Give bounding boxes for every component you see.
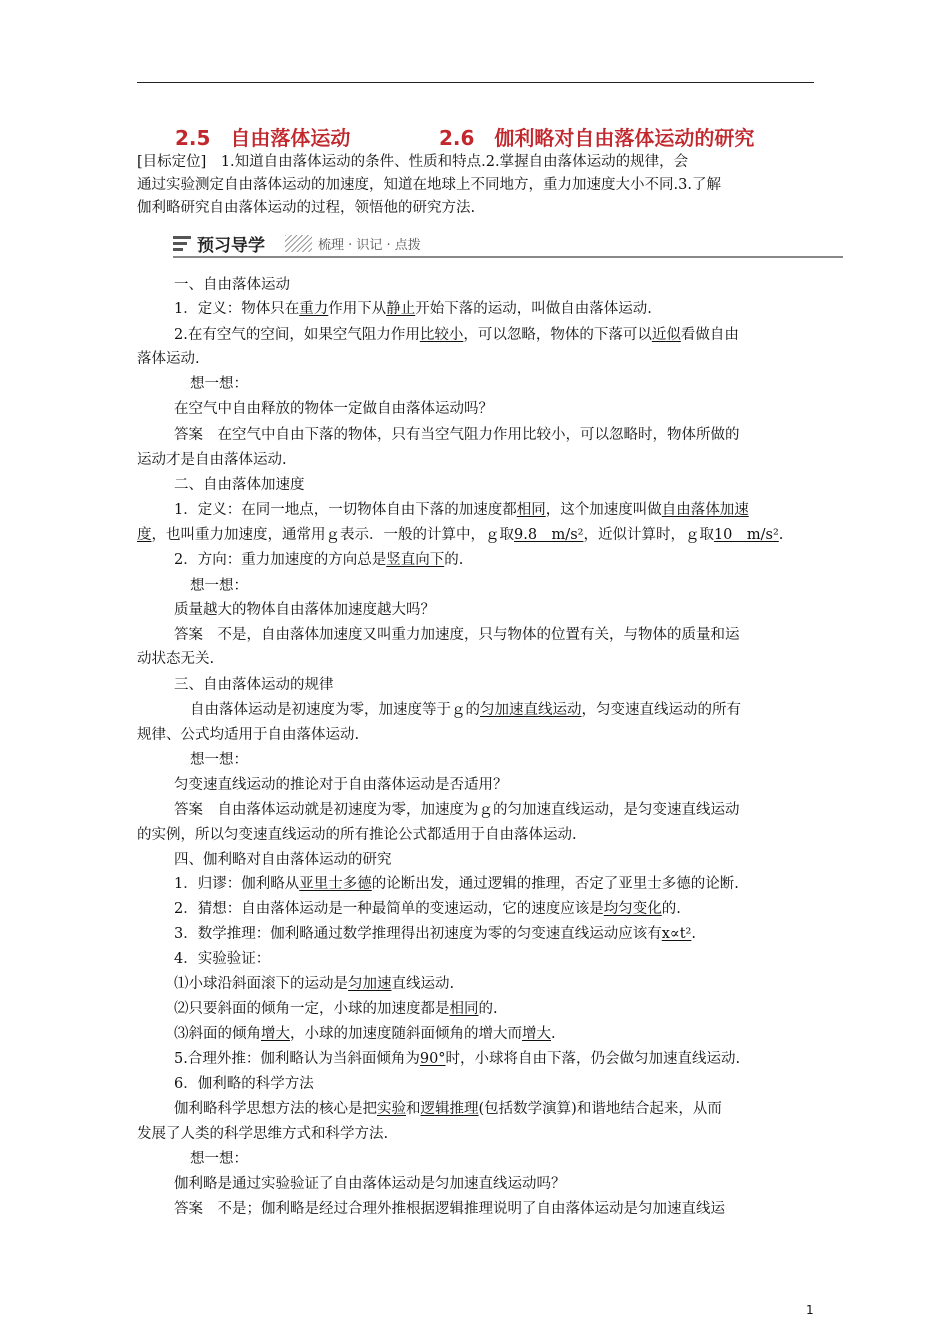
goals-line-2: 通过实验测定自由落体运动的加速度，知道在地球上不同地方，重力加速度大小不同.3.了解 <box>137 177 721 193</box>
s2-line-1: 1．定义：在同一地点，一切物体自由下落的加速度都相同，这个加速度叫做自由落体加速 <box>174 502 749 518</box>
s4-line-8: 5.合理外推：伽利略认为当斜面倾角为90°时，小球将自由下落，仍会做匀加速直线运动. <box>174 1051 741 1067</box>
s1-question: 在空气中自由释放的物体一定做自由落体运动吗？ <box>174 401 493 417</box>
s4-line-2: 2．猜想：自由落体运动是一种最简单的变速运动，它的速度应该是均匀变化的. <box>174 901 681 917</box>
hatch-decoration <box>285 235 312 252</box>
s3-line-2: 规律、公式均适用于自由落体运动. <box>137 727 360 743</box>
stripes-icon <box>173 235 191 253</box>
s2-line-2: 度，也叫重力加速度，通常用ｇ表示．一般的计算中，ｇ取9.8 m/s²，近似计算时，ｇ取10 m/s². <box>137 527 784 543</box>
s2-question: 质量越大的物体自由落体加速度越大吗？ <box>174 602 435 618</box>
s4-answer-1: 答案 不是；伽利略是经过合理外推根据逻辑推理说明了自由落体运动是匀加速直线运 <box>174 1201 725 1217</box>
section-bar-underline <box>173 256 843 258</box>
s4-line-4: 4．实验验证： <box>174 951 271 967</box>
s4-line-1: 1．归谬：伽利略从亚里士多德的论断出发，通过逻辑的推理，否定了亚里士多德的论断. <box>174 876 739 892</box>
s2-line-3: 2．方向：重力加速度的方向总是竖直向下的. <box>174 552 464 568</box>
page-number: 1 <box>806 1303 814 1317</box>
s3-question: 匀变速直线运动的推论对于自由落体运动是否适用？ <box>174 777 508 793</box>
goals-line-1: [目标定位] 1.知道自由落体运动的条件、性质和特点.2.掌握自由落体运动的规律，会 <box>137 154 689 170</box>
s4-line-3: 3．数学推理：伽利略通过数学推理得出初速度为零的匀变速直线运动应该有x∝t². <box>174 926 696 942</box>
s4-heading: 四、伽利略对自由落体运动的研究 <box>174 852 392 868</box>
s4-line-6: ⑵只要斜面的倾角一定，小球的加速度都是相同的. <box>174 1001 498 1017</box>
s2-answer-2: 动状态无关. <box>137 651 215 667</box>
section-bar-title: 预习导学 <box>197 236 265 256</box>
s1-line-1: 1．定义：物体只在重力作用下从静止开始下落的运动，叫做自由落体运动. <box>174 301 652 317</box>
s3-line-1: 自由落体运动是初速度为零，加速度等于ｇ的匀加速直线运动，匀变速直线运动的所有 <box>190 702 741 718</box>
s2-think: 想一想： <box>190 578 248 594</box>
s3-answer-2: 的实例，所以匀变速直线运动的所有推论公式都适用于自由落体运动. <box>137 827 577 843</box>
s1-answer-2: 运动才是自由落体运动. <box>137 452 287 468</box>
section-title-2-5: 2.5 自由落体运动 <box>175 126 351 150</box>
s1-think: 想一想： <box>190 376 248 392</box>
page-title <box>175 122 815 152</box>
s3-think: 想一想： <box>190 752 248 768</box>
s2-heading: 二、自由落体加速度 <box>174 477 305 493</box>
preview-section-bar <box>173 231 843 261</box>
s4-line-10: 伽利略科学思想方法的核心是把实验和逻辑推理(包括数学演算)和谐地结合起来，从而 <box>174 1101 722 1117</box>
s2-answer-1: 答案 不是，自由落体加速度又叫重力加速度，只与物体的位置有关，与物体的质量和运 <box>174 627 740 643</box>
s4-line-11: 发展了人类的科学思维方式和科学方法. <box>137 1126 389 1142</box>
header-rule <box>137 82 814 83</box>
goals-line-3: 伽利略研究自由落体运动的过程，领悟他的研究方法. <box>137 200 476 216</box>
s4-question: 伽利略是通过实验验证了自由落体运动是匀加速直线运动吗？ <box>174 1176 566 1192</box>
s1-heading: 一、自由落体运动 <box>174 277 290 293</box>
s3-answer-1: 答案 自由落体运动就是初速度为零，加速度为ｇ的匀加速直线运动，是匀变速直线运动 <box>174 802 740 818</box>
s1-answer-1: 答案 在空气中自由下落的物体，只有当空气阻力作用比较小，可以忽略时，物体所做的 <box>174 427 740 443</box>
s4-line-9: 6．伽利略的科学方法 <box>174 1076 314 1092</box>
s4-line-7: ⑶斜面的倾角增大，小球的加速度随斜面倾角的增大而增大. <box>174 1026 556 1042</box>
s1-line-2: 2.在有空气的空间，如果空气阻力作用比较小，可以忽略，物体的下落可以近似看做自由 <box>174 327 739 343</box>
s4-think: 想一想： <box>190 1151 248 1167</box>
section-bar-subtitle: 梳理 · 识记 · 点拨 <box>318 238 421 253</box>
s3-heading: 三、自由落体运动的规律 <box>174 677 334 693</box>
s1-line-3: 落体运动. <box>137 351 200 367</box>
section-title-2-6: 2.6 伽利略对自由落体运动的研究 <box>439 126 755 150</box>
s4-line-5: ⑴小球沿斜面滚下的运动是匀加速直线运动. <box>174 976 455 992</box>
